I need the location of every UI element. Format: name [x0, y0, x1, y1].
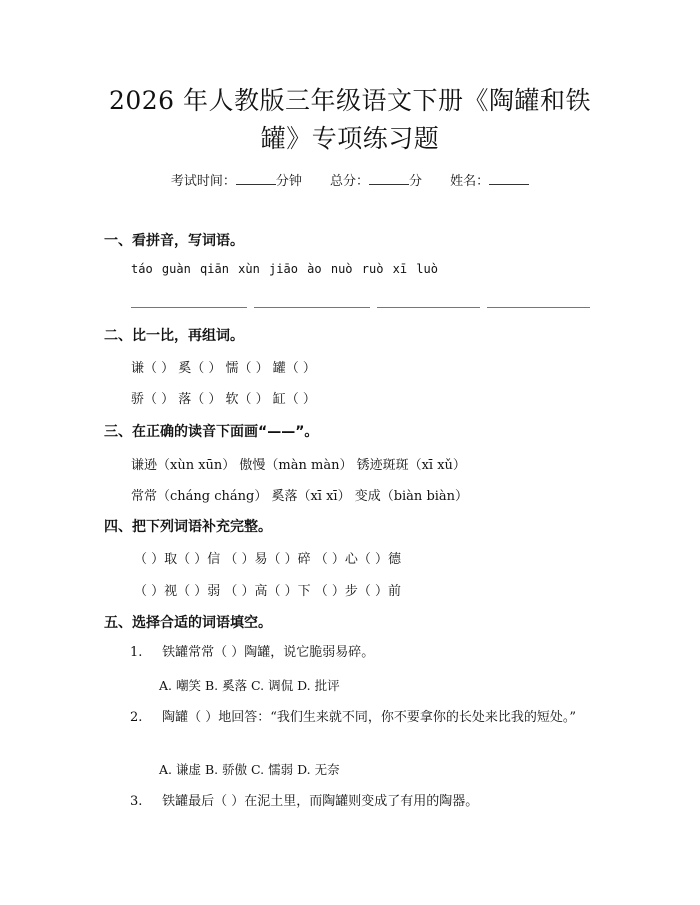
section-2-row-1: 谦（ ） 奚（ ） 懦（ ） 罐（ ）	[131, 361, 316, 376]
exam-time-blank[interactable]	[236, 172, 276, 185]
total-score-label: 总分：	[329, 174, 369, 189]
section-3-row-1: 谦逊（xùn xūn） 傲慢（màn màn） 锈迹斑斑（xī xǔ）	[131, 458, 466, 473]
student-name-label: 姓名：	[450, 174, 490, 189]
answer-line-1[interactable]	[131, 307, 247, 308]
question-1-options: A. 嘲笑 B. 奚落 C. 调侃 D. 批评	[159, 678, 340, 693]
section-2-row-2: 骄（ ） 落（ ） 软（ ） 缸（ ）	[131, 392, 316, 407]
exam-time-unit: 分钟	[275, 174, 302, 189]
total-score-unit: 分	[409, 174, 423, 189]
student-name-blank[interactable]	[489, 172, 529, 185]
page-title	[100, 82, 600, 158]
title-line-2: 罐》专项练习题	[260, 124, 440, 153]
exam-time-label: 考试时间：	[170, 174, 236, 189]
exam-info	[0, 170, 700, 189]
total-score-blank[interactable]	[369, 172, 409, 185]
exam-time	[171, 170, 302, 189]
answer-line-3[interactable]	[377, 307, 480, 308]
question-2-options: A. 谦虚 B. 骄傲 C. 懦弱 D. 无奈	[159, 762, 340, 777]
question-3-text: 铁罐最后（ ）在泥土里，而陶罐则变成了有用的陶器。	[162, 794, 479, 809]
section-1-pinyin: táo guàn qiān xùn jiāo ào nuò ruò xī luò	[131, 262, 438, 276]
student-name	[450, 170, 529, 189]
section-1-heading: 一、看拼音，写词语。	[104, 233, 244, 249]
answer-line-2[interactable]	[254, 307, 370, 308]
section-4-row-1: （ ）取（ ）信 （ ）易（ ）碎 （ ）心（ ）德	[134, 552, 402, 567]
question-1	[104, 642, 594, 664]
total-score	[330, 170, 422, 189]
answer-line-4[interactable]	[487, 307, 590, 308]
section-4-row-2: （ ）视（ ）弱 （ ）高（ ）下 （ ）步（ ）前	[134, 584, 402, 599]
question-3	[104, 791, 594, 813]
section-2-heading: 二、比一比，再组词。	[104, 328, 244, 344]
title-line-1: 2026 年人教版三年级语文下册《陶罐和铁	[108, 86, 592, 115]
question-3-number: 3.	[130, 794, 143, 809]
question-2-number: 2.	[130, 710, 143, 725]
section-3-heading: 三、在正确的读音下面画“——”。	[104, 424, 319, 440]
question-1-number: 1.	[130, 645, 143, 660]
section-3-row-2: 常常（cháng cháng） 奚落（xī xī） 变成（biàn biàn）	[131, 489, 469, 504]
section-4-heading: 四、把下列词语补充完整。	[104, 519, 272, 535]
section-5-heading: 五、选择合适的词语填空。	[104, 615, 272, 631]
question-2	[104, 707, 594, 729]
question-2-text: 陶罐（ ）地回答：“我们生来就不同，你不要拿你的长处来比我的短处。”	[162, 710, 577, 725]
question-1-text: 铁罐常常（ ）陶罐，说它脆弱易碎。	[162, 645, 375, 660]
